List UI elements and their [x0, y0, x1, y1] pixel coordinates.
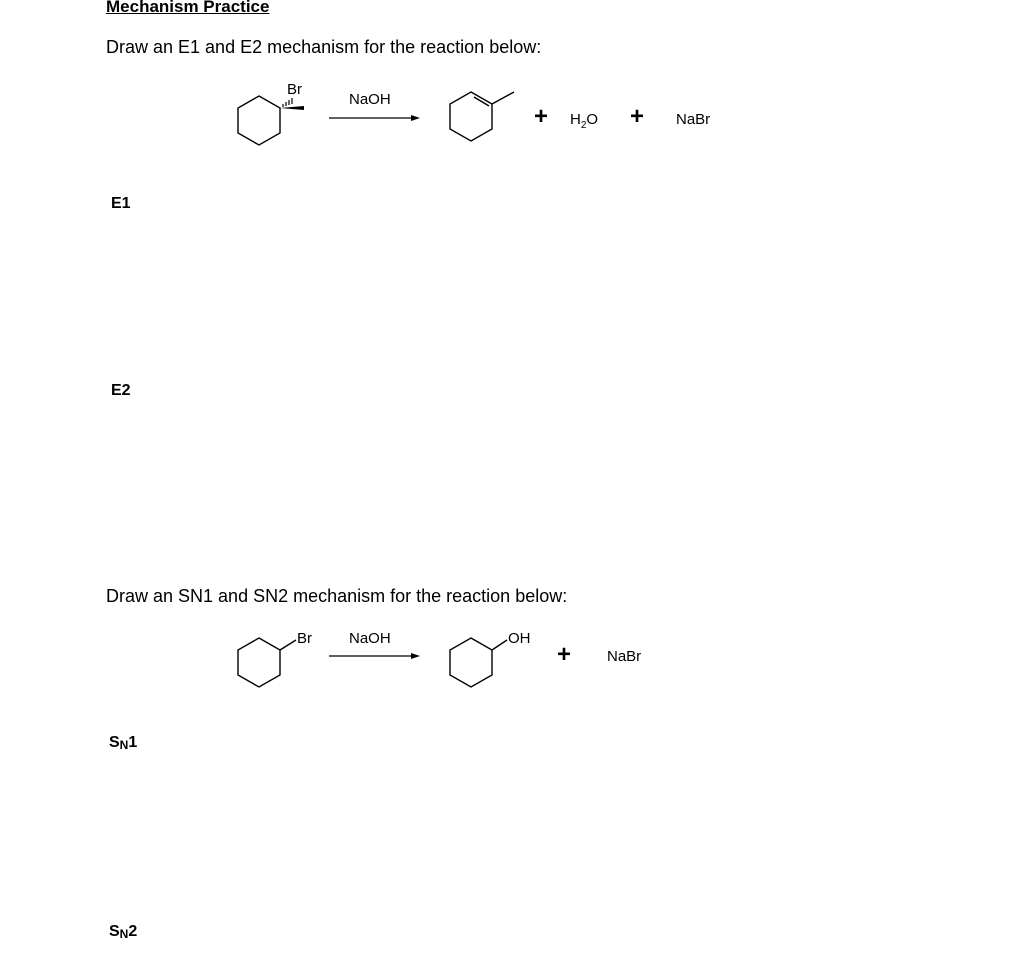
sn2-number: 2: [128, 923, 138, 940]
sn1-label: [109, 734, 137, 752]
reagent-label: NaOH: [349, 91, 391, 108]
salt-label: NaBr: [676, 111, 711, 128]
sn1-number: 1: [128, 734, 138, 751]
water-h: H: [570, 111, 581, 128]
page-title: Mechanism Practice: [106, 0, 270, 16]
sn2-s: S: [109, 923, 120, 940]
salt-label-2: NaBr: [607, 648, 642, 665]
plus-sign-1: +: [534, 103, 549, 130]
e1-label: E1: [111, 195, 131, 212]
product-oh-label: OH: [508, 630, 531, 647]
reactant-br-label-2: Br: [297, 630, 312, 647]
reagent-label-2: NaOH: [349, 630, 391, 647]
sn1-s: S: [109, 734, 120, 751]
plus-sign-2: +: [630, 103, 645, 130]
sn2-subscript: N: [119, 927, 129, 941]
sn1-subscript: N: [119, 738, 129, 752]
substitution-prompt: Draw an SN1 and SN2 mechanism for the reaction below:: [106, 586, 568, 606]
arrow-head-2: [411, 653, 420, 659]
water-subscript: 2: [580, 120, 587, 131]
e2-label: E2: [111, 382, 131, 399]
plus-sign-3: +: [557, 641, 572, 668]
reactant-br-label: Br: [287, 81, 302, 98]
bromocyclohexane-reactant-2: [238, 638, 296, 687]
sn2-label: [109, 923, 137, 941]
cyclohexanol-product: [450, 638, 507, 687]
water-o: O: [586, 111, 599, 128]
elimination-prompt: Draw an E1 and E2 mechanism for the reaction below:: [106, 37, 542, 57]
